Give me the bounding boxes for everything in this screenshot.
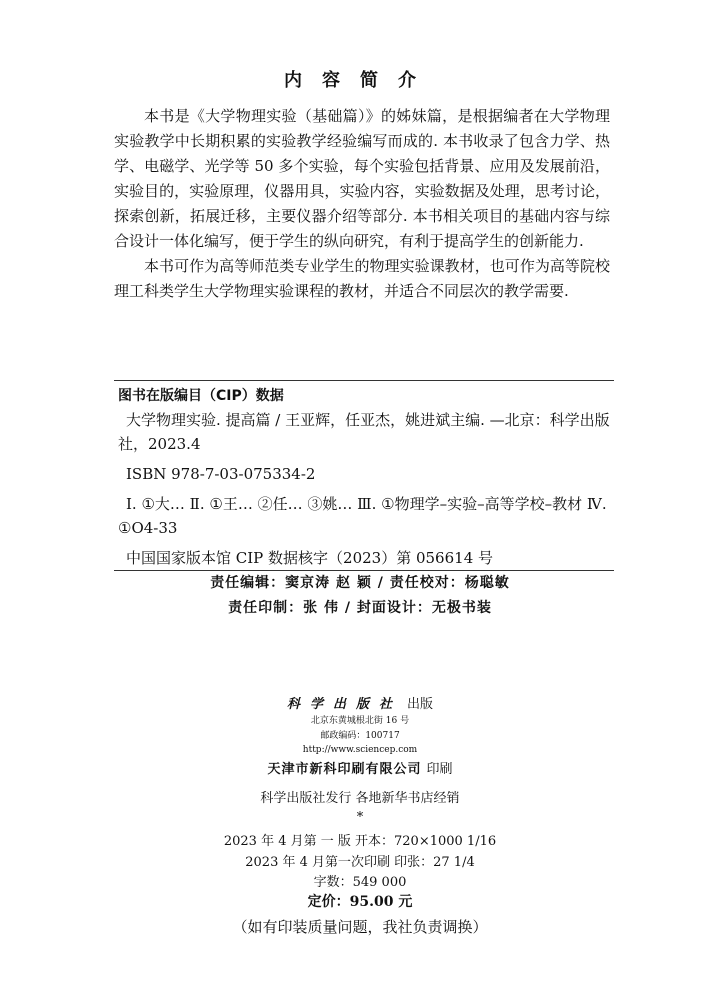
editors-line-1: 责任编辑：窦京涛 赵 颖 / 责任校对：杨聪敏 [210, 575, 510, 591]
cip-classification: Ⅰ. ①大… Ⅱ. ①王… ②任… ③姚… Ⅲ. ①物理学–实验–高等学校–教材 Ⅳ. ①O4-33 [118, 495, 607, 537]
word-count: 字数：549 000 [313, 875, 407, 890]
separator-star: * [356, 810, 364, 825]
intro-paragraph-2: 本书可作为高等师范类专业学生的物理实验课教材，也可作为高等院校理工科类学生大学物理实验课程的教材，并适合不同层次的教学需要. [114, 257, 610, 300]
printing-line: 2023 年 4 月第一次印刷 印张：27 1/4 [245, 855, 475, 870]
printer-suffix: 印刷 [426, 762, 453, 777]
publisher-website: http://www.sciencep.com [302, 745, 418, 755]
publisher-postcode: 邮政编码：100717 [320, 731, 400, 741]
publisher-address: 北京东黄城根北街 16 号 [310, 716, 410, 726]
printer-name: 天津市新科印刷有限公司 [267, 762, 422, 777]
intro-paragraph-1: 本书是《大学物理实验（基础篇）》的姊妹篇，是根据编者在大学物理实验教学中长期积累的实验教学经验编写而成的. 本书收录了包含力学、热学、电磁学、光学等 50 多个实验，每个实验包括背景、应用及发展前沿，实验目的，实验原理，仪器用具，实验内容，实验数据及处理，思考讨论，探索创新，拓展迁移，主要仪器介绍等部分. 本书相关项目的基础内容与综合设计一体化编写，便于学生的纵向研究，有利于提高学生的创新能力. [114, 107, 610, 250]
intro-title: 内容简介 [284, 70, 436, 91]
edition-line: 2023 年 4 月第 一 版 开本：720×1000 1/16 [223, 834, 497, 849]
price: 定价：95.00 元 [307, 894, 413, 910]
printer-line [0, 758, 720, 777]
cip-bottom-rule [114, 570, 614, 571]
publisher-line [0, 693, 720, 712]
cip-title-line: 大学物理实验. 提高篇 / 王亚辉，任亚杰，姚进斌主编. —北京：科学出版社，2023.4 [118, 411, 610, 453]
cip-isbn: ISBN 978-7-03-075334-2 [126, 465, 316, 483]
cip-heading: 图书在版编目（CIP）数据 [118, 388, 284, 404]
intro-body [114, 104, 610, 304]
cip-block [118, 384, 614, 570]
publisher-suffix: 出版 [407, 697, 434, 712]
publisher-name: 科学出版社 [286, 697, 402, 712]
quality-notice: （如有印装质量问题，我社负责调换） [232, 918, 488, 936]
editors-line-2: 责任印制：张 伟 / 封面设计：无极书装 [228, 600, 492, 616]
cip-library-record: 中国国家版本馆 CIP 数据核字（2023）第 056614 号 [126, 549, 494, 567]
cip-top-rule [114, 380, 614, 381]
distribution-line: 科学出版社发行 各地新华书店经销 [260, 791, 460, 806]
